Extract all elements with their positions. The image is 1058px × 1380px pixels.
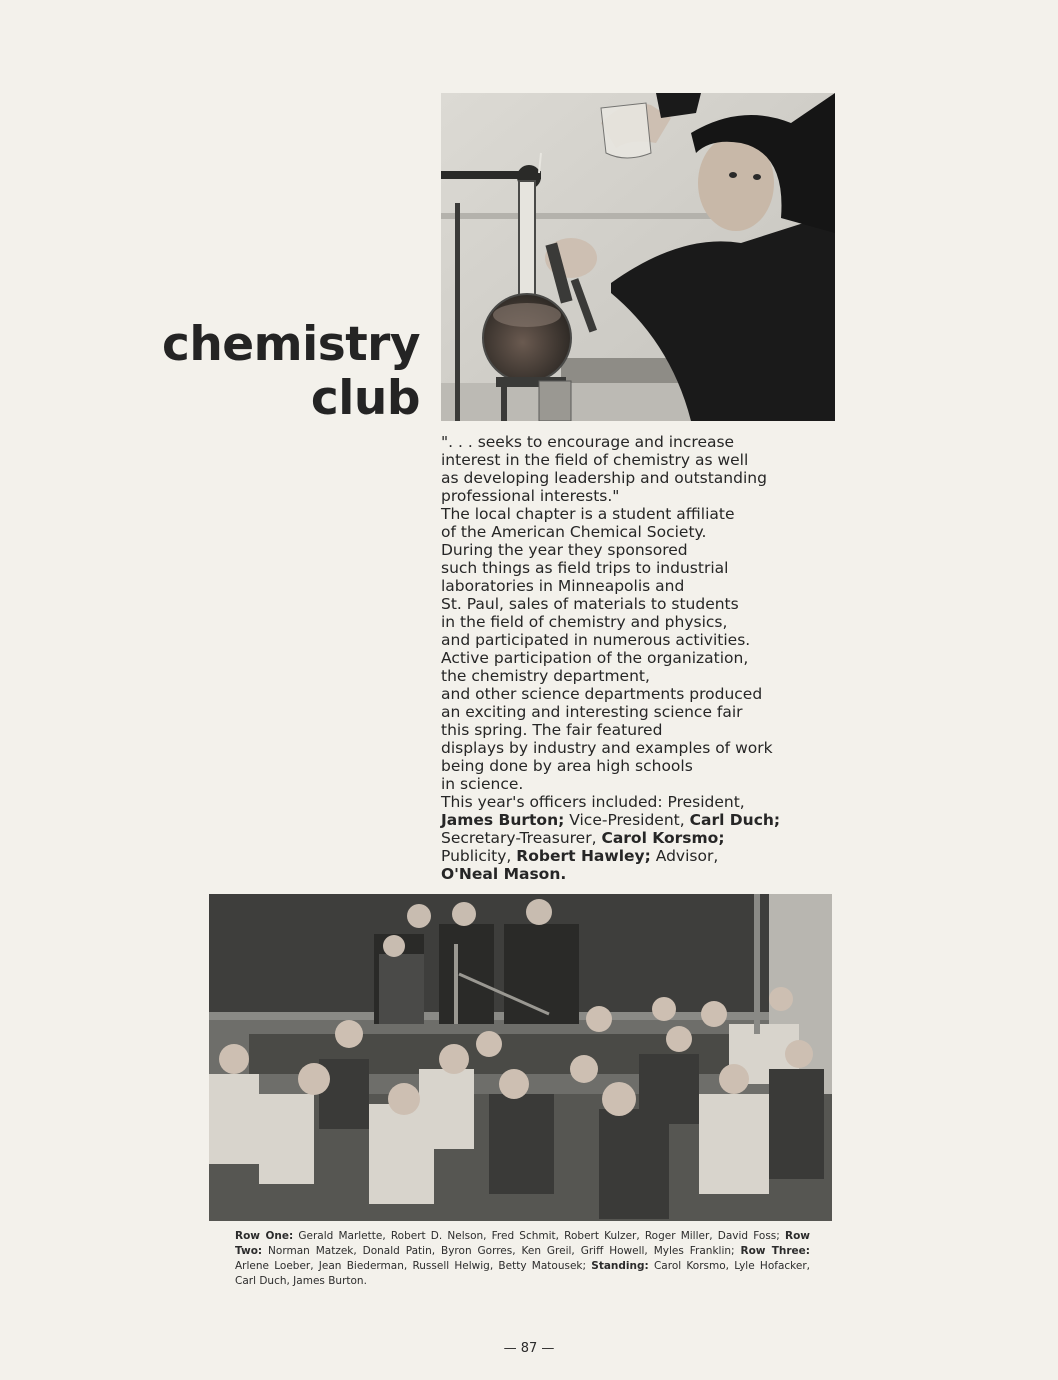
text-line: as developing leadership and outstanding <box>441 469 767 487</box>
row-three-label: Row Three: <box>740 1245 810 1257</box>
text-line: and participated in numerous activities. <box>441 631 751 649</box>
president-name: James Burton; <box>441 811 565 829</box>
text-line: and other science departments produced <box>441 685 763 703</box>
photo-caption <box>235 1229 810 1289</box>
text-line: displays by industry and examples of work <box>441 739 773 757</box>
standing-label: Standing: <box>591 1260 649 1272</box>
text-line: of the American Chemical Society. <box>441 523 707 541</box>
row-one-label: Row One: <box>235 1230 294 1242</box>
advisor-name: O'Neal Mason. <box>441 865 567 883</box>
text-line: this spring. The fair featured <box>441 721 663 739</box>
officers-line-3 <box>441 847 826 865</box>
vp-label: Vice-President, <box>564 811 690 829</box>
text-line: in the field of chemistry and physics, <box>441 613 728 631</box>
row-one-names: Gerald Marlette, Robert D. Nelson, Fred Schmit, Robert Kulzer, Roger Miller, David Foss; <box>293 1230 785 1242</box>
text-line: such things as field trips to industrial <box>441 559 729 577</box>
row-three-names: Arlene Loeber, Jean Biederman, Russell Helwig, Betty Matousek; <box>235 1260 592 1272</box>
group-photo-illustration <box>209 894 832 1221</box>
page-title <box>150 318 420 426</box>
title-line-1: chemistry <box>161 317 420 372</box>
text-line: The local chapter is a student affiliate <box>441 505 735 523</box>
row-two-label: Row Two: <box>235 1230 810 1257</box>
sec-label: Secretary-Treasurer, <box>441 829 602 847</box>
officers-line-1 <box>441 811 826 829</box>
officers-line-2 <box>441 829 826 847</box>
club-description <box>441 433 826 883</box>
chemistry-student-photo <box>441 93 835 421</box>
pub-name: Robert Hawley; <box>516 847 651 865</box>
standing-names: Carol Korsmo, Lyle Hofacker, Carl Duch, James Burton. <box>235 1260 810 1287</box>
chemistry-student-illustration <box>441 93 835 421</box>
title-line-2: club <box>310 371 420 426</box>
row-two-names: Norman Matzek, Donald Patin, Byron Gorres, Ken Greil, Griff Howell, Myles Franklin; <box>262 1245 741 1257</box>
text-line: professional interests." <box>441 487 620 505</box>
text-line: During the year they sponsored <box>441 541 688 559</box>
page-number: — 87 — <box>503 1341 555 1356</box>
text-line: an exciting and interesting science fair <box>441 703 743 721</box>
text-line: interest in the field of chemistry as well <box>441 451 749 469</box>
text-line: St. Paul, sales of materials to students <box>441 595 739 613</box>
text-line: in science. <box>441 775 524 793</box>
text-line: being done by area high schools <box>441 757 693 775</box>
club-group-photo <box>209 894 832 1221</box>
text-line: Active participation of the organization, <box>441 649 749 667</box>
adv-label: Advisor, <box>650 847 719 865</box>
text-line: ". . . seeks to encourage and increase <box>441 433 735 451</box>
text-line: the chemistry department, <box>441 667 650 685</box>
text-line: laboratories in Minneapolis and <box>441 577 685 595</box>
sec-name: Carol Korsmo; <box>601 829 725 847</box>
pub-label: Publicity, <box>441 847 517 865</box>
officers-line-4 <box>441 865 826 883</box>
vp-name: Carl Duch; <box>689 811 781 829</box>
officers-intro: This year's officers included: President, <box>441 793 745 811</box>
